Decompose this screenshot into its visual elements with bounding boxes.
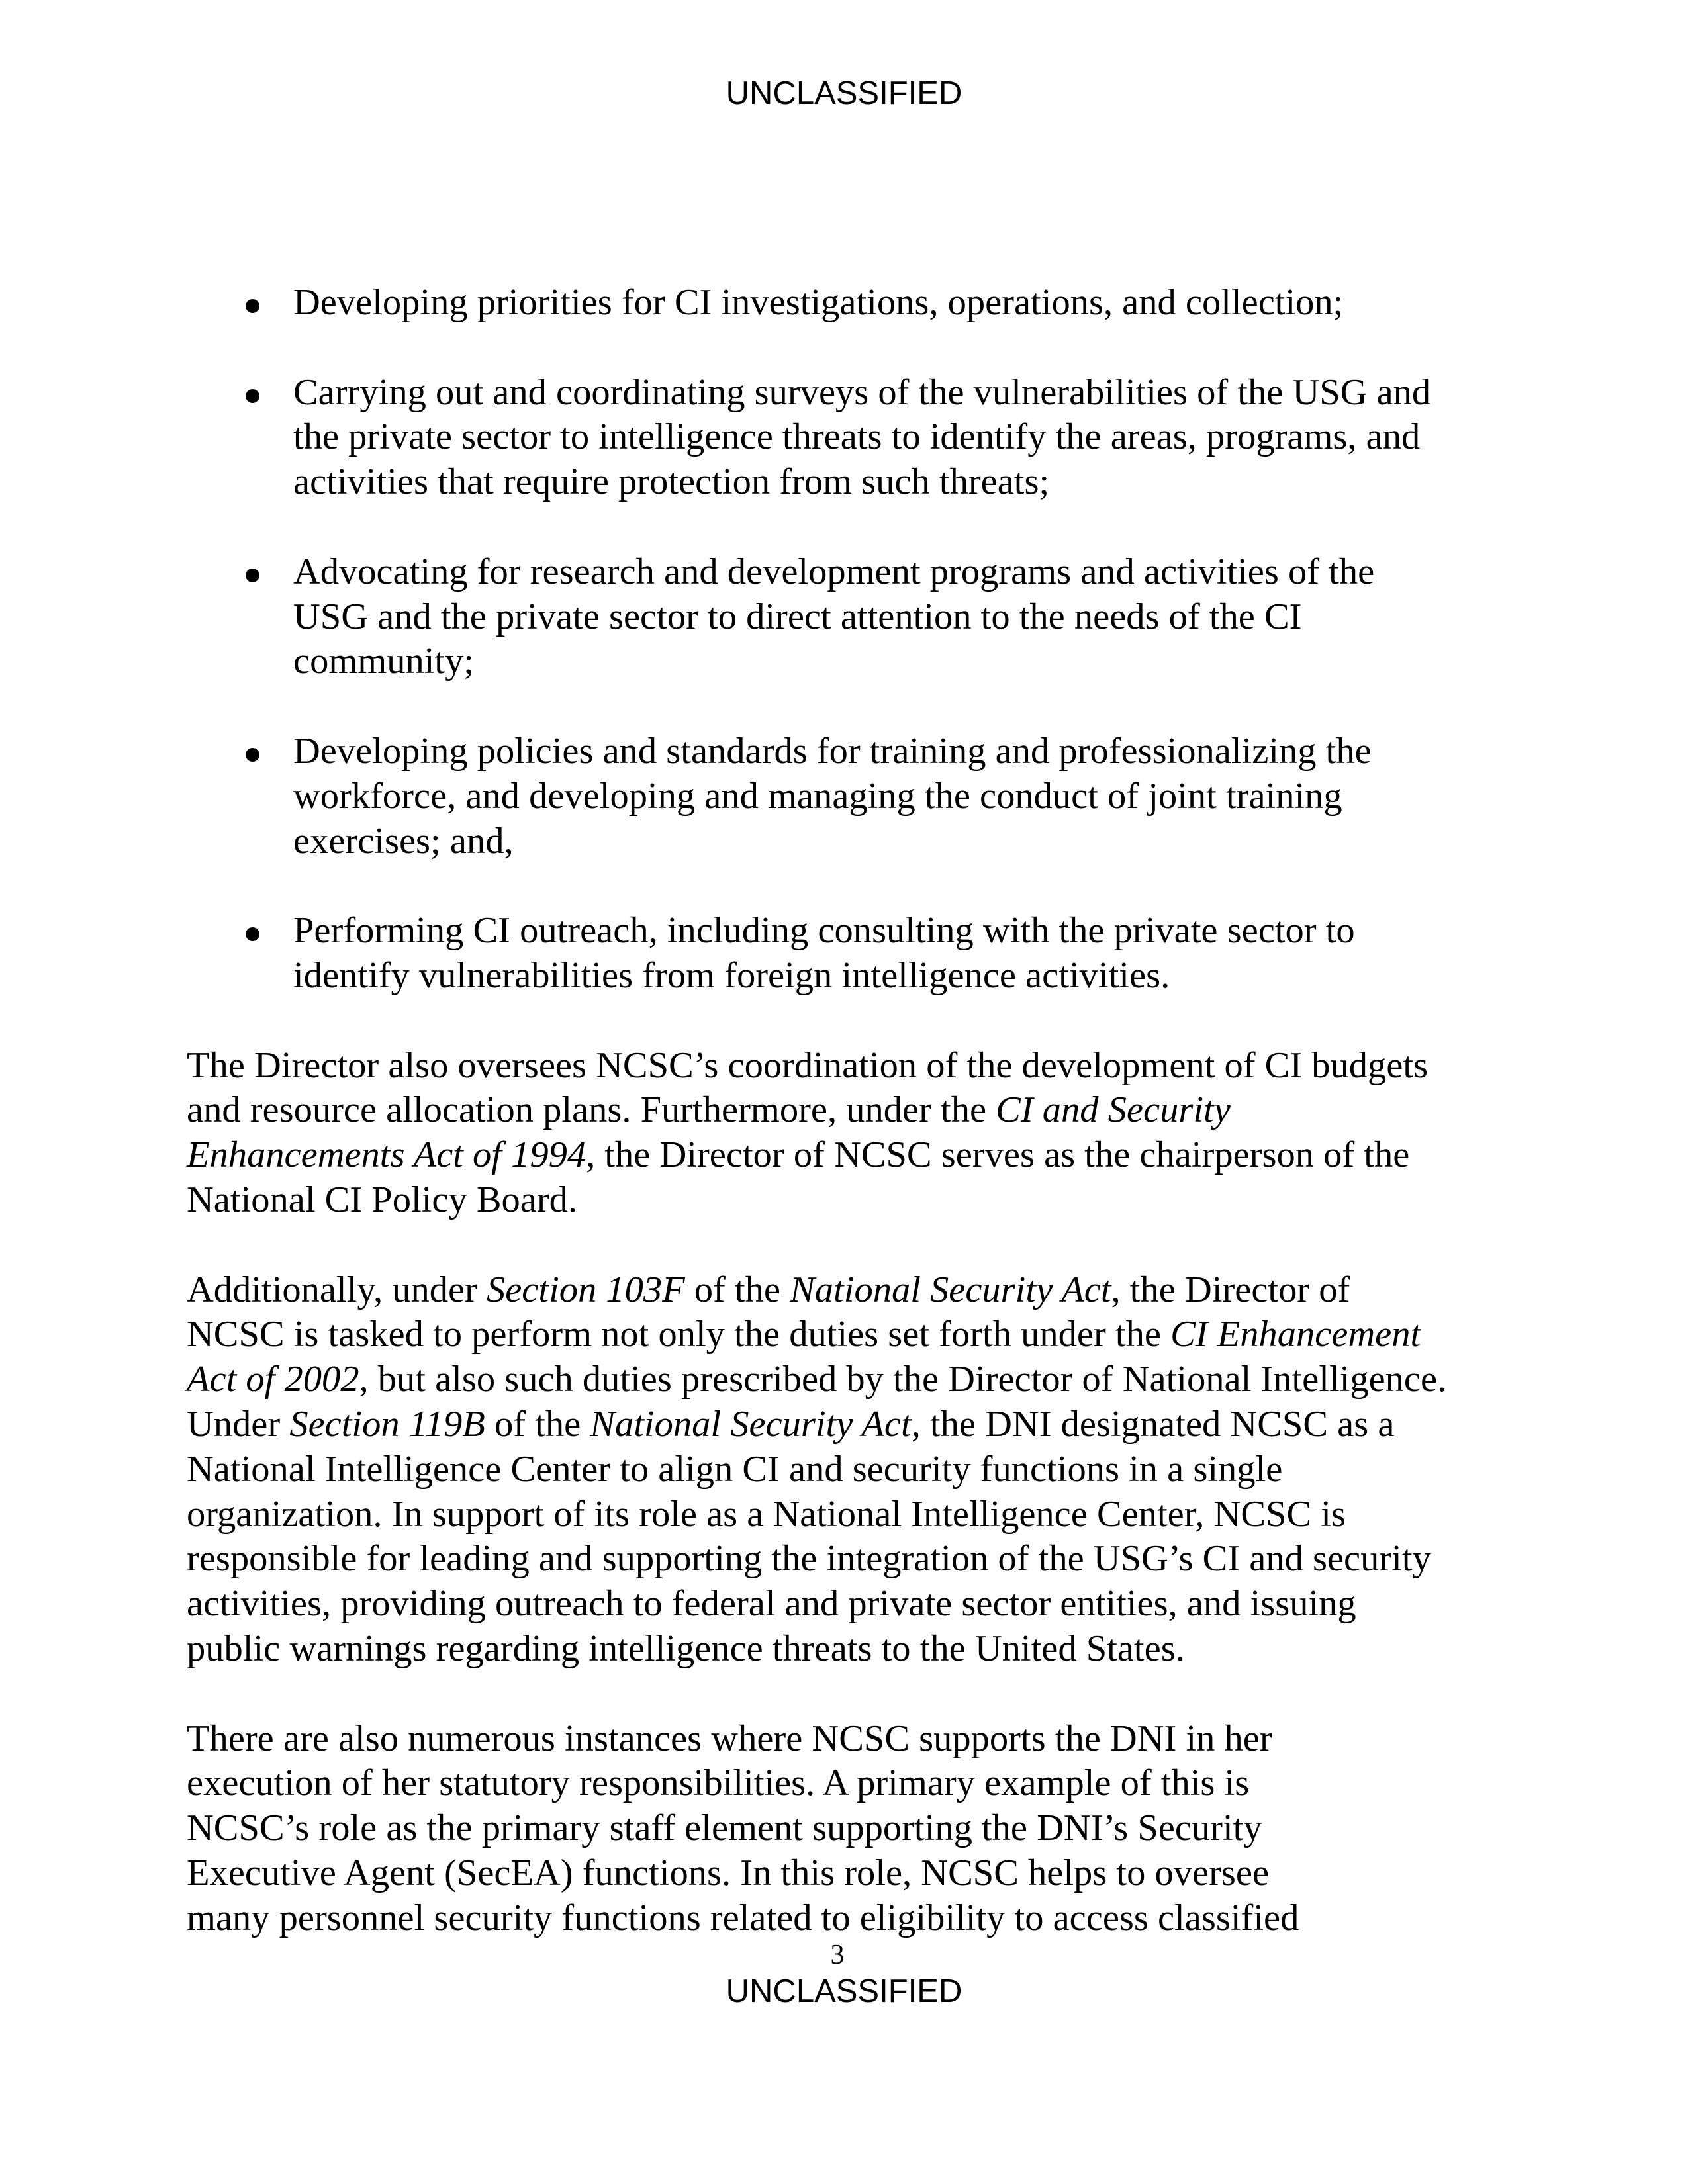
text-line: [187, 1582, 1356, 1627]
footer-classification-marking: UNCLASSIFIED: [726, 1974, 962, 2009]
text-run: workforce, and developing and managing the conduct of joint training: [293, 775, 1342, 817]
text-run: NCSC is tasked to perform not only the duties set forth under the: [187, 1314, 1171, 1355]
text-line: [187, 1178, 577, 1223]
text-run: responsible for leading and supporting the integration of the USG’s CI and security: [187, 1538, 1431, 1580]
text-run: of the: [485, 1404, 590, 1445]
italic-citation: National Security Act: [790, 1269, 1111, 1310]
text-run: exercises; and,: [293, 820, 514, 862]
text-run: Carrying out and coordinating surveys of the vulnerabilities of the USG and: [293, 371, 1431, 413]
text-run: The Director also oversees NCSC’s coordination of the development of CI budgets: [187, 1044, 1429, 1086]
text-line: [187, 1402, 1394, 1447]
bullet-icon: [246, 389, 259, 403]
text-run: There are also numerous instances where NCSC supports the DNI in her: [187, 1717, 1272, 1759]
text-run: National CI Policy Board.: [187, 1179, 578, 1220]
text-run: Performing CI outreach, including consulting with the private sector to: [293, 910, 1355, 952]
text-run: many personnel security functions related to eligibility to access classified: [187, 1897, 1299, 1938]
text-line: [293, 909, 1355, 954]
text-line: [187, 1761, 1249, 1806]
text-run: identify vulnerabilities from foreign intelligence activities.: [293, 955, 1170, 996]
text-run: activities that require protection from such threats;: [293, 461, 1050, 503]
italic-citation: Enhancements Act of 1994: [187, 1134, 586, 1176]
text-line: [187, 1537, 1431, 1582]
italic-citation: National Security Act: [590, 1404, 912, 1445]
bullet-icon: [246, 927, 259, 941]
text-run: , the Director of: [1111, 1269, 1350, 1310]
header-classification-marking: UNCLASSIFIED: [726, 75, 962, 111]
text-run: , the DNI designated NCSC as a: [911, 1404, 1395, 1445]
text-line: [293, 371, 1430, 416]
text-run: Advocating for research and development programs and activities of the: [293, 551, 1375, 592]
text-line: [187, 1627, 1185, 1672]
text-line: [293, 954, 1170, 999]
text-line: [293, 460, 1049, 505]
text-line: [293, 774, 1342, 819]
text-line: [187, 1717, 1272, 1762]
text-run: Executive Agent (SecEA) functions. In this role, NCSC helps to oversee: [187, 1852, 1270, 1893]
text-line: [293, 819, 514, 864]
text-run: the private sector to intelligence threats to identify the areas, programs, and: [293, 416, 1421, 458]
text-run: Under: [187, 1404, 290, 1445]
text-line: [187, 1492, 1346, 1537]
text-run: NCSC’s role as the primary staff element supporting the DNI’s Security: [187, 1807, 1262, 1849]
text-line: [187, 1088, 1231, 1133]
bullet-icon: [246, 569, 259, 582]
text-run: and resource allocation plans. Furthermore, under the: [187, 1089, 996, 1131]
text-line: [293, 281, 1343, 326]
text-run: USG and the private sector to direct attention to the needs of the CI: [293, 596, 1302, 637]
text-run: Developing policies and standards for training and professionalizing the: [293, 731, 1372, 772]
text-run: , but also such duties prescribed by the Director of National Intelligence.: [359, 1359, 1447, 1400]
text-line: [293, 639, 474, 684]
text-line: [187, 1044, 1428, 1089]
text-run: Developing priorities for CI investigations, operations, and collection;: [293, 282, 1344, 323]
page-number: 3: [830, 1940, 845, 1970]
bullet-icon: [246, 748, 259, 762]
text-run: National Intelligence Center to align CI and security functions in a single: [187, 1448, 1283, 1490]
italic-citation: Section 119B: [289, 1404, 485, 1445]
text-run: execution of her statutory responsibilities. A primary example of this is: [187, 1762, 1250, 1804]
text-line: [187, 1357, 1446, 1402]
text-line: [187, 1133, 1409, 1178]
italic-citation: CI Enhancement: [1170, 1314, 1421, 1355]
text-line: [187, 1312, 1421, 1357]
italic-citation: CI and Security: [996, 1089, 1231, 1131]
text-line: [293, 550, 1374, 595]
text-line: [187, 1896, 1299, 1941]
text-line: [293, 595, 1302, 640]
text-run: public warnings regarding intelligence threats to the United States.: [187, 1628, 1185, 1669]
text-line: [187, 1851, 1269, 1896]
text-line: [293, 415, 1420, 460]
text-run: Additionally, under: [187, 1269, 487, 1310]
text-run: activities, providing outreach to federal and private sector entities, and issuing: [187, 1583, 1356, 1625]
italic-citation: Act of 2002: [187, 1359, 359, 1400]
italic-citation: Section 103F: [486, 1269, 685, 1310]
text-line: [293, 729, 1372, 774]
bullet-icon: [246, 299, 259, 313]
text-line: [187, 1268, 1350, 1313]
text-run: , the Director of NCSC serves as the chairperson of the: [586, 1134, 1410, 1176]
text-line: [187, 1447, 1282, 1492]
text-run: community;: [293, 641, 475, 682]
text-run: of the: [684, 1269, 790, 1310]
text-line: [187, 1806, 1262, 1851]
text-run: organization. In support of its role as a National Intelligence Center, NCSC is: [187, 1493, 1346, 1535]
